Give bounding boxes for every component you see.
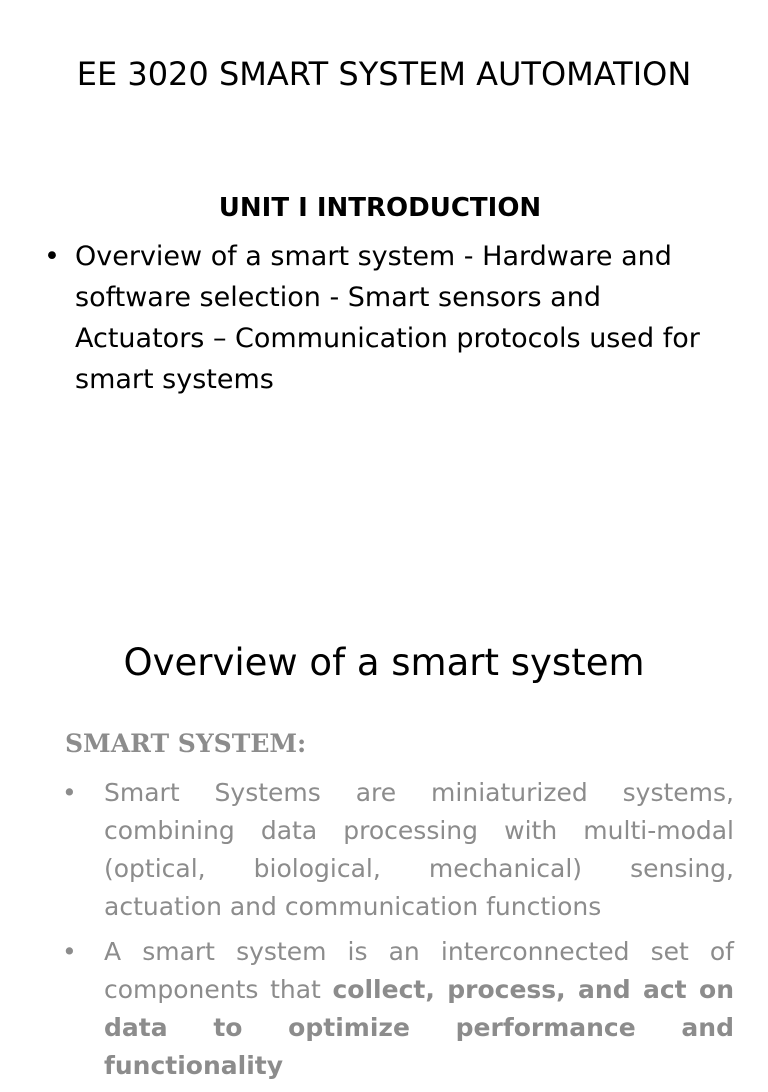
bullet-icon: • xyxy=(62,778,77,807)
list-item xyxy=(62,774,734,926)
bullet-text-bold: collect, process, and act on data to optimize performance and functionality xyxy=(104,975,734,1080)
bullet-icon: • xyxy=(62,937,77,966)
bullet-text: Overview of a smart system - Hardware and software selection - Smart sensors and Actuators – Communication protocols used for smart systems xyxy=(75,241,700,395)
list-item xyxy=(62,933,734,1085)
slide-2-bullet-list xyxy=(62,774,734,1092)
slide-1-title: EE 3020 SMART SYSTEM AUTOMATION xyxy=(76,55,692,93)
slide-2-title: Overview of a smart system xyxy=(123,641,645,684)
section-heading: SMART SYSTEM: xyxy=(65,729,307,758)
bullet-text: A smart system is an interconnected set of components that xyxy=(104,937,734,1004)
slide-1 xyxy=(0,0,768,512)
unit-heading: UNIT I INTRODUCTION xyxy=(218,193,542,223)
bullet-icon: • xyxy=(44,241,60,272)
list-item xyxy=(44,236,734,400)
slide-2 xyxy=(0,512,768,1080)
slide-1-bullet-list xyxy=(44,236,734,400)
bullet-text: Smart Systems are miniaturized systems, combining data processing with multi-modal (optical, biological, mechanical) sensing, actuation and communication functions xyxy=(104,778,734,921)
